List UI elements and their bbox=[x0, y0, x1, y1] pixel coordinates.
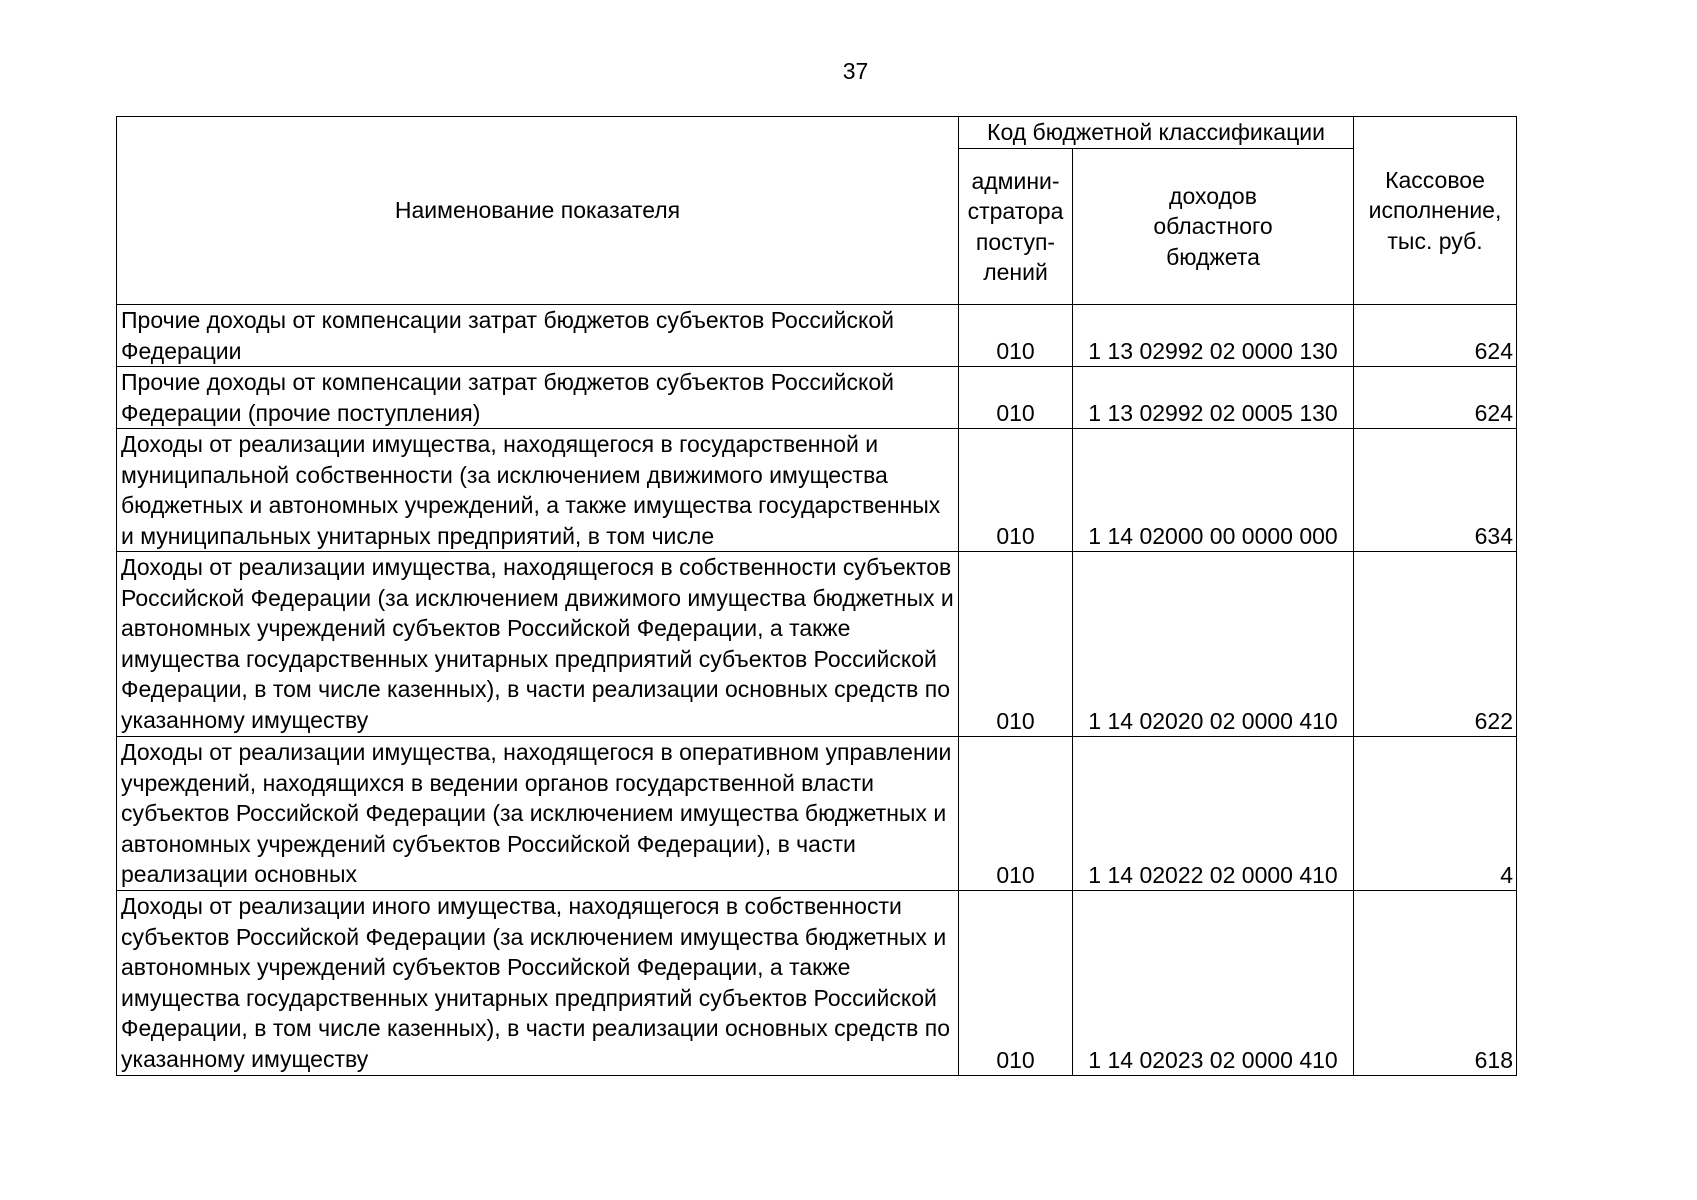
row-kbk-code: 1 14 02023 02 0000 410 bbox=[1073, 891, 1354, 1076]
row-amount: 624 bbox=[1354, 367, 1517, 429]
header-admin bbox=[959, 149, 1073, 305]
row-admin-code: 010 bbox=[959, 429, 1073, 552]
header-amount-text: Кассовое исполнение, тыс. руб. bbox=[1368, 166, 1502, 254]
page-number: 37 bbox=[842, 58, 869, 84]
row-name: Доходы от реализации имущества, находящегося в государственной и муниципальной собственности (за исключением движимого имущества бюджетных и автономных учреждений, а также имущества государственных и муниципальных унитарных предприятий, в том числе bbox=[117, 429, 959, 552]
table-header bbox=[117, 117, 1517, 305]
table-row bbox=[117, 737, 1517, 891]
row-kbk-code: 1 13 02992 02 0005 130 bbox=[1073, 367, 1354, 429]
row-name: Доходы от реализации имущества, находящегося в оперативном управлении учреждений, находящихся в ведении органов государственной власти субъектов Российской Федерации (за исключением имущества бюджетных и автономных учреждений субъектов Российской Федерации), в части реализации основных bbox=[117, 737, 959, 891]
row-amount: 618 bbox=[1354, 891, 1517, 1076]
header-name: Наименование показателя bbox=[117, 117, 959, 305]
row-admin-code: 010 bbox=[959, 552, 1073, 737]
row-name: Доходы от реализации имущества, находящегося в собственности субъектов Российской Федерации (за исключением движимого имущества бюджетных и автономных учреждений субъектов Российской Федерации, а также имущества государственных унитарных предприятий субъектов Российской Федерации, в том числе казенных), в части реализации основных средств по указанному имуществу bbox=[117, 552, 959, 737]
table-row bbox=[117, 305, 1517, 367]
row-amount: 4 bbox=[1354, 737, 1517, 891]
row-admin-code: 010 bbox=[959, 367, 1073, 429]
row-amount: 634 bbox=[1354, 429, 1517, 552]
row-amount: 624 bbox=[1354, 305, 1517, 367]
header-kbk bbox=[1073, 149, 1354, 305]
table-row bbox=[117, 552, 1517, 737]
budget-table bbox=[116, 116, 1517, 1076]
table-row bbox=[117, 429, 1517, 552]
row-amount: 622 bbox=[1354, 552, 1517, 737]
row-admin-code: 010 bbox=[959, 891, 1073, 1076]
row-kbk-code: 1 14 02020 02 0000 410 bbox=[1073, 552, 1354, 737]
header-code-group: Код бюджетной классификации bbox=[959, 117, 1354, 149]
header-amount bbox=[1354, 117, 1517, 305]
header-admin-text: админи- стратора поступ- лений bbox=[967, 167, 1064, 285]
row-kbk-code: 1 13 02992 02 0000 130 bbox=[1073, 305, 1354, 367]
row-name: Прочие доходы от компенсации затрат бюджетов субъектов Российской Федерации bbox=[117, 305, 959, 367]
row-name: Доходы от реализации иного имущества, находящегося в собственности субъектов Российской Федерации (за исключением имущества бюджетных и автономных учреждений субъектов Российской Федерации, а также имущества государственных унитарных предприятий субъектов Российской Федерации, в том числе казенных), в части реализации основных средств по указанному имуществу bbox=[117, 891, 959, 1076]
row-kbk-code: 1 14 02022 02 0000 410 bbox=[1073, 737, 1354, 891]
row-admin-code: 010 bbox=[959, 737, 1073, 891]
header-kbk-text: доходов областного бюджета bbox=[1153, 182, 1273, 270]
table-row bbox=[117, 367, 1517, 429]
table-row bbox=[117, 891, 1517, 1076]
row-name: Прочие доходы от компенсации затрат бюджетов субъектов Российской Федерации (прочие поступления) bbox=[117, 367, 959, 429]
table-body bbox=[117, 305, 1517, 1076]
row-kbk-code: 1 14 02000 00 0000 000 bbox=[1073, 429, 1354, 552]
row-admin-code: 010 bbox=[959, 305, 1073, 367]
